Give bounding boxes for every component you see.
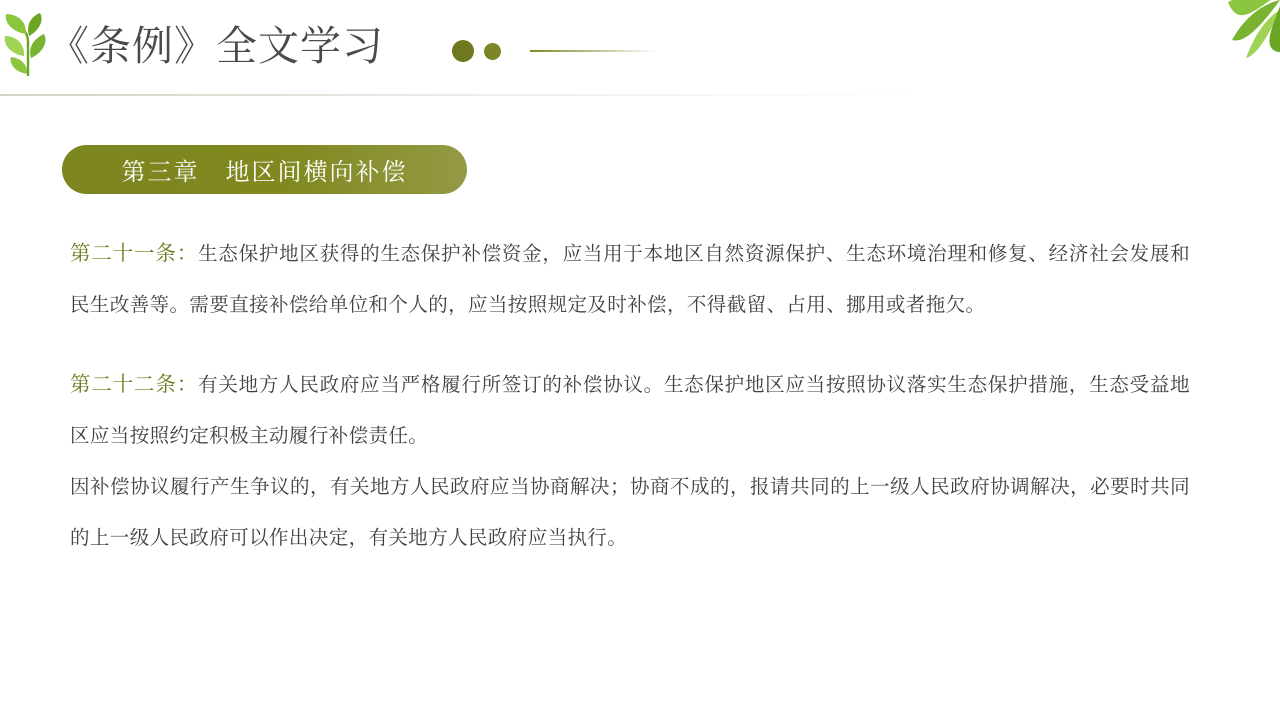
slide-header [0, 0, 1280, 95]
article-paragraph: 因补偿协议履行产生争议的，有关地方人民政府应当协商解决；协商不成的，报请共同的上一级人民政府协调解决，必要时共同的上一级人民政府可以作出决定，有关地方人民政府应当执行。 [70, 476, 1190, 549]
article-block [70, 228, 1190, 331]
page-title: 《条例》全文学习 [48, 22, 384, 70]
article-label: 第二十一条： [70, 242, 199, 265]
header-divider [0, 94, 1280, 96]
article-text: 有关地方人民政府应当严格履行所签订的补偿协议。生态保护地区应当按照协议落实生态保护措施，生态受益地区应当按照约定积极主动履行补偿责任。 [70, 374, 1191, 447]
article-label: 第二十二条： [70, 373, 199, 396]
decorative-dot-small [484, 43, 501, 60]
article-content [70, 228, 1190, 564]
chapter-badge [62, 145, 467, 194]
header-accent-line [530, 50, 658, 52]
decorative-dot-large [452, 40, 474, 62]
article-text: 生态保护地区获得的生态保护补偿资金，应当用于本地区自然资源保护、生态环境治理和修复、经济社会发展和民生改善等。需要直接补偿给单位和个人的，应当按照规定及时补偿，不得截留、占用、挪用或者拖欠。 [70, 243, 1191, 316]
article-paragraph [70, 228, 1190, 331]
header-dots [452, 40, 501, 62]
article-block [70, 359, 1190, 564]
article-paragraph [70, 359, 1190, 462]
chapter-label: 第三章 地区间横向补偿 [121, 159, 408, 186]
